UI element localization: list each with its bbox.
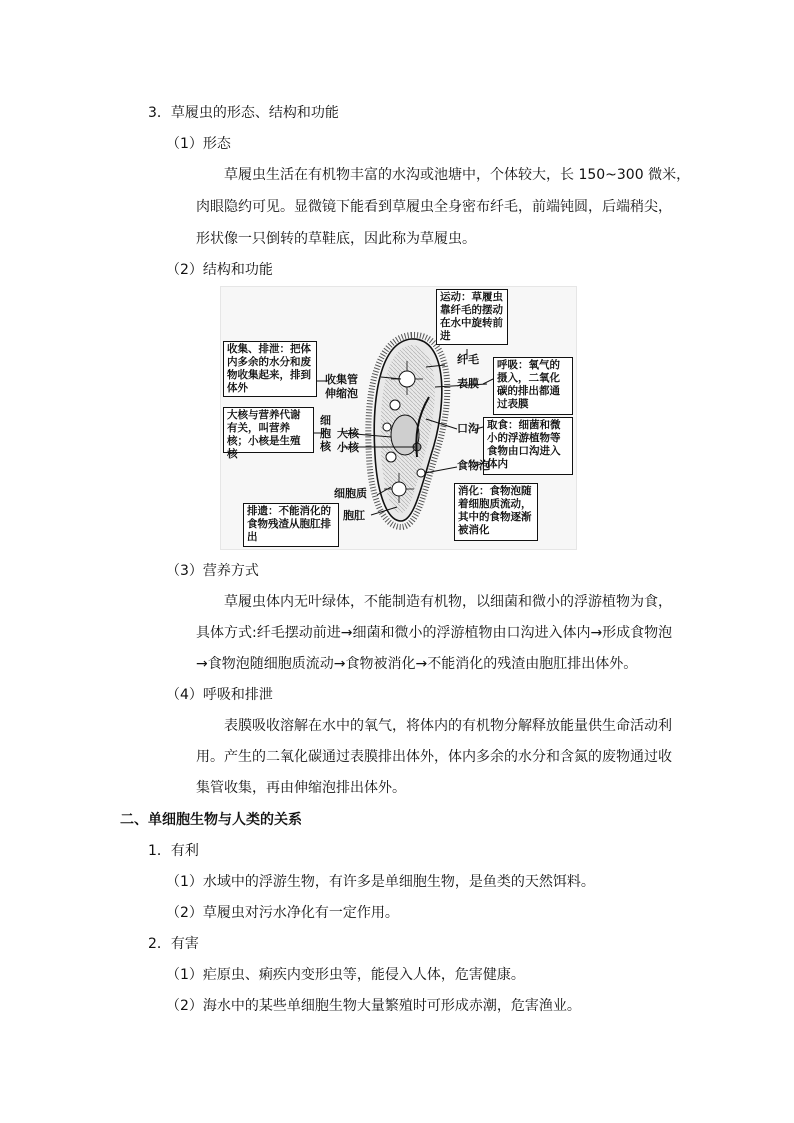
respiration-heading: （4）呼吸和排泄: [166, 687, 273, 703]
harm-item-2: （2）海水中的某些单细胞生物大量繁殖时可形成赤潮，危害渔业。: [166, 998, 581, 1014]
label-cell-nucleus: 细胞核: [320, 414, 331, 453]
benefit-item-2: （2）草履虫对污水净化有一定作用。: [166, 905, 399, 921]
label-anal-pore: 胞肛: [343, 509, 365, 522]
respiration-line-1: 表膜吸收溶解在水中的氧气，将体内的有机物分解释放能量供生命活动利: [224, 718, 672, 734]
nutrition-line-2: 具体方式:纤毛摆动前进→细菌和微小的浮游植物由口沟进入体内→形成食物泡: [196, 625, 673, 641]
nutrition-line-3: →食物泡随细胞质流动→食物被消化→不能消化的残渣由胞肛排出体外。: [196, 656, 638, 672]
label-food-vacuole: 食物泡: [457, 459, 490, 472]
structure-heading: （2）结构和功能: [166, 262, 273, 278]
label-collecting-tube: 收集管: [325, 373, 358, 386]
nutrition-line-1: 草履虫体内无叶绿体，不能制造有机物，以细菌和微小的浮游植物为食，: [224, 594, 672, 610]
label-cilia: 纤毛: [457, 353, 479, 366]
collect-excrete-box: 收集、排泄：把体内多余的水分和废物收集起来，排到体外: [223, 341, 317, 397]
form-line-2: 肉眼隐约可见。显微镜下能看到草履虫全身密布纤毛，前端钝圆，后端稍尖，: [196, 199, 672, 215]
benefit-heading: 1．有利: [148, 843, 199, 859]
relation-heading: 二、单细胞生物与人类的关系: [120, 812, 302, 828]
label-membrane: 表膜: [457, 377, 479, 390]
label-macronucleus: 大核: [337, 427, 359, 440]
respiration-line-2: 用。产生的二氧化碳通过表膜排出体外，体内多余的水分和含氮的废物通过收: [196, 749, 672, 765]
egestion-box: 排遗：不能消化的食物残渣从胞肛排出: [243, 503, 339, 547]
benefit-item-1: （1）水域中的浮游生物，有许多是单细胞生物，是鱼类的天然饵料。: [166, 874, 595, 890]
label-oral-groove: 口沟: [457, 422, 479, 435]
harm-heading: 2．有害: [148, 936, 199, 952]
respiration-box: 呼吸：氧气的摄入，二氧化碳的排出都通过表膜: [493, 357, 573, 415]
motion-box: 运动：草履虫靠纤毛的摆动在水中旋转前进: [436, 289, 508, 345]
label-micronucleus: 小核: [337, 441, 359, 454]
respiration-line-3: 集管收集，再由伸缩泡排出体外。: [196, 780, 406, 796]
nutrition-heading: （3）营养方式: [166, 563, 259, 579]
section-3-heading: 3．草履虫的形态、结构和功能: [148, 105, 339, 121]
food-intake-box: 取食：细菌和微小的浮游植物等食物由口沟进入体内: [483, 417, 573, 475]
paramecium-figure: [220, 286, 577, 550]
nucleus-box: 大核与营养代谢有关，叫营养核；小核是生殖核: [223, 407, 314, 453]
form-line-3: 形状像一只倒转的草鞋底，因此称为草履虫。: [196, 231, 476, 247]
harm-item-1: （1）疟原虫、痢疾内变形虫等，能侵入人体，危害健康。: [166, 967, 525, 983]
label-contractile-vacuole: 伸缩泡: [325, 387, 358, 400]
form-heading: （1）形态: [166, 136, 231, 152]
label-cytoplasm: 细胞质: [334, 487, 367, 500]
form-line-1: 草履虫生活在有机物丰富的水沟或池塘中，个体较大，长 150~300 微米，: [224, 167, 691, 183]
digestion-box: 消化：食物泡随着细胞质流动，其中的食物逐渐被消化: [454, 483, 538, 541]
